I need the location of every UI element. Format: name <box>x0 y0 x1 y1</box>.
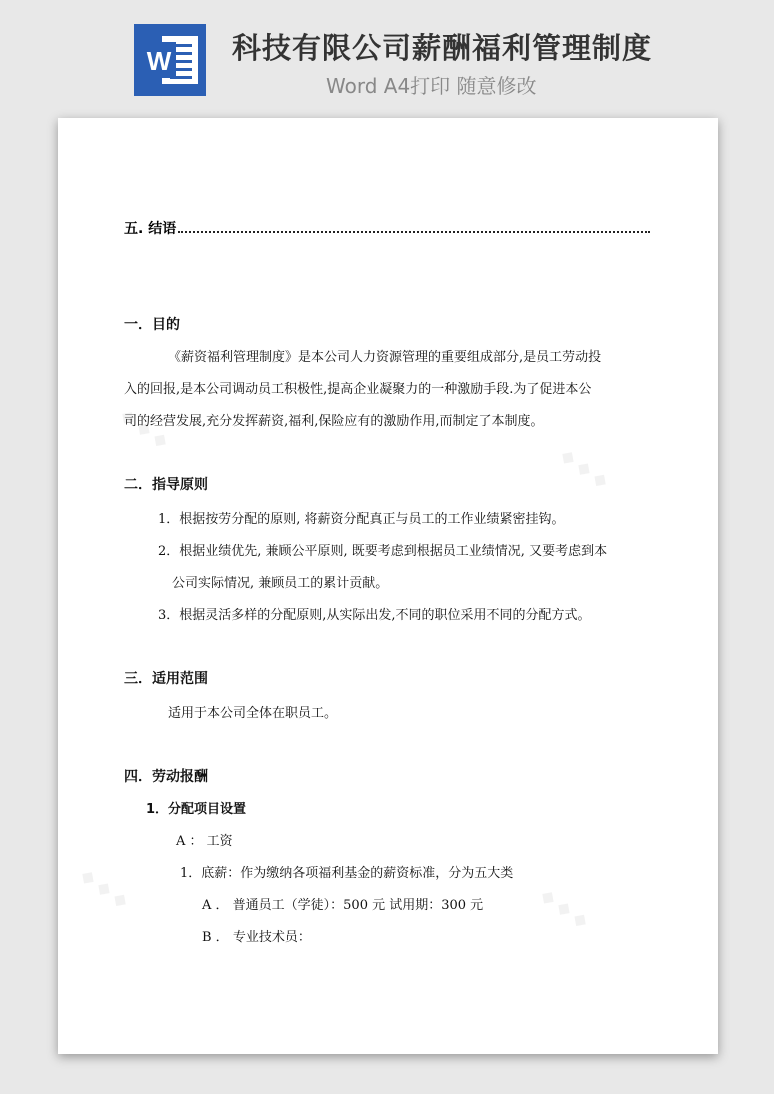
watermark: ◆ ◆ ◆ <box>536 884 593 933</box>
paragraph-line: 《薪资福利管理制度》是本公司人力资源管理的重要组成部分,是员工劳动投 <box>168 350 602 365</box>
section-heading-scope: 三．适用范围 <box>124 671 208 687</box>
list-item-continuation: 公司实际情况, 兼顾员工的累计贡献。 <box>172 576 389 591</box>
section-heading-purpose: 一．目的 <box>124 317 180 333</box>
list-item: 3．根据灵活多样的分配原则,从实际出发,不同的职位采用不同的分配方式。 <box>158 608 591 623</box>
subheading-allocation: 1．分配项目设置 <box>146 802 247 817</box>
list-item: A ： 工资 <box>176 834 233 849</box>
banner-subtitle: Word A4打印 随意修改 <box>326 74 537 98</box>
toc-dot-leader <box>178 219 650 233</box>
paragraph-line: 司的经营发展,充分发挥薪资,福利,保险应有的激励作用,而制定了本制度。 <box>124 414 544 429</box>
banner <box>0 0 774 112</box>
word-document-icon <box>134 24 206 96</box>
banner-title: 科技有限公司薪酬福利管理制度 <box>232 31 653 65</box>
document-page <box>58 118 718 1054</box>
watermark: ◆ ◆ ◆ <box>116 404 173 453</box>
list-item: 1．底薪：作为缴纳各项福利基金的薪资标准，分为五大类 <box>180 866 514 881</box>
list-item: B ． 专业技术员： <box>202 930 311 945</box>
paragraph-line: 适用于本公司全体在职员工。 <box>168 706 338 721</box>
list-item: 1．根据按劳分配的原则, 将薪资分配真正与员工的工作业绩紧密挂钩。 <box>158 512 565 527</box>
toc-entry[interactable] <box>124 218 650 238</box>
watermark: ◆ ◆ ◆ <box>556 444 613 493</box>
toc-entry-label: 五. 结语 <box>124 221 177 237</box>
paragraph-line: 入的回报,是本公司调动员工积极性,提高企业凝聚力的一种激励手段.为了促进本公 <box>124 382 592 397</box>
list-item: 2．根据业绩优先, 兼顾公平原则, 既要考虑到根据员工业绩情况, 又要考虑到本 <box>158 544 608 559</box>
section-heading-principles: 二．指导原则 <box>124 477 208 493</box>
word-icon-letter: W <box>146 46 172 76</box>
watermark: ◆ ◆ ◆ <box>76 864 133 913</box>
section-heading-remuneration: 四．劳动报酬 <box>124 769 208 785</box>
list-item: A ． 普通员工（学徒）：500 元 试用期：300 元 <box>202 898 484 913</box>
